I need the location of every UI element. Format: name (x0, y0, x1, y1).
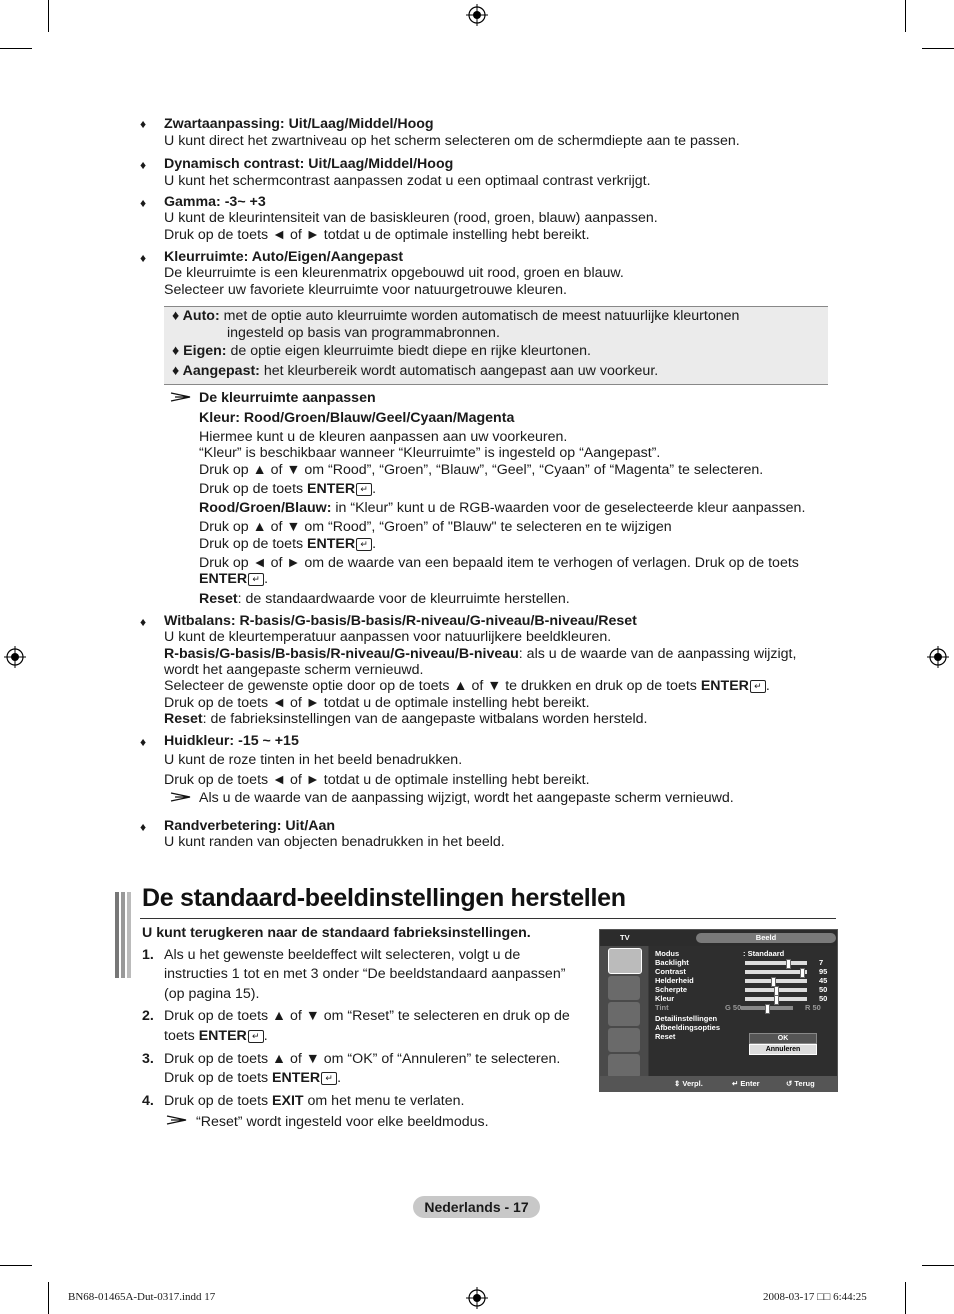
slider-knob (774, 995, 779, 1005)
slider (745, 979, 807, 983)
item-desc: Selecteer uw favoriete kleurruimte voor natuurgetrouwe kleuren. (164, 282, 567, 298)
item-desc: U kunt de kleurintensiteit van de basiskleuren (rood, groen, blauw) aanpassen. (164, 210, 658, 226)
tv-row: Backlight (655, 958, 689, 967)
registration-mark-icon (4, 646, 26, 668)
enter-icon: ↵ (321, 1072, 337, 1085)
note-line: Reset: de standaardwaarde voor de kleurruimte herstellen. (199, 591, 570, 607)
setup-icon (608, 1028, 640, 1052)
slider (745, 961, 807, 965)
enter-icon: ↵ (356, 538, 372, 551)
tv-menu-sidebar (600, 946, 648, 1076)
tv-row: Afbeeldingsopties (655, 1023, 721, 1032)
note-line: Hiermee kunt u de kleuren aanpassen aan uw voorkeuren. (199, 429, 568, 445)
tv-cancel-option: Annuleren (749, 1044, 817, 1055)
note-arrow-icon (166, 1114, 188, 1126)
note-line: Als u de waarde van de aanpassing wijzigt, wordt het aangepaste scherm vernieuwd. (199, 790, 734, 806)
date-slug: 2008-03-17 □□ 6:44:25 (763, 1291, 867, 1303)
section-rule (140, 918, 836, 919)
sound-icon (608, 976, 640, 1000)
item-title: Zwartaanpassing: Uit/Laag/Middel/Hoog (164, 116, 434, 132)
note-line: Druk op ▲ of ▼ om “Rood”, “Groen”, “Blauw”, “Geel”, “Cyaan” of “Magenta” te selecteren. (199, 462, 764, 478)
page-number-pill: Nederlands - 17 (413, 1196, 540, 1218)
picture-icon (608, 948, 642, 974)
tv-menu-main (649, 946, 837, 1076)
item-desc: Reset: de fabrieksinstellingen van de aangepaste witbalans worden hersteld. (164, 711, 648, 727)
item-desc: U kunt direct het zwartniveau op het scherm selecteren om de schermdiepte aan te passen. (164, 133, 740, 149)
slider (741, 1006, 793, 1010)
tv-menu-footer (600, 1076, 837, 1091)
note-kleur: Kleur: Rood/Groen/Blauw/Geel/Cyaan/Magenta (199, 410, 515, 426)
note-line: “Reset” wordt ingesteld voor elke beeldmodus. (196, 1114, 489, 1130)
bullet-icon: ♦ (140, 615, 147, 629)
tv-row: Contrast (655, 967, 686, 976)
tv-value: 50 (819, 985, 828, 994)
slider-knob (786, 959, 791, 969)
step-text: (op pagina 15). (164, 986, 260, 1002)
item-desc: R-basis/G-basis/B-basis/R-niveau/G-niveau/B-niveau: als u de waarde van de aanpassing wijzigt, (164, 646, 797, 662)
item-title: Witbalans: R-basis/G-basis/B-basis/R-niveau/G-niveau/B-niveau/Reset (164, 613, 637, 629)
tv-menu-header (600, 930, 837, 946)
item-title: Huidkleur: -15 ~ +15 (164, 733, 299, 749)
item-desc: U kunt randen van objecten benadrukken in het beeld. (164, 834, 505, 850)
note-line: Druk op de toets ENTER ↵ . (199, 536, 377, 552)
bullet-icon: ♦ (140, 251, 147, 265)
tv-row-modus: Modus : Standaard (655, 949, 785, 958)
box-auto: ♦ Auto: met de optie auto kleurruimte worden automatisch de meest natuurlijke kleurtonen (172, 308, 740, 324)
step-number: 4. (142, 1093, 154, 1109)
bullet-icon: ♦ (140, 117, 147, 131)
section-intro: U kunt terugkeren naar de standaard fabrieksinstellingen. (142, 925, 531, 941)
slider-knob (800, 968, 805, 978)
slider-knob (765, 1004, 770, 1014)
item-desc: Druk op de toets ◄ of ► totdat u de optimale instelling hebt bereikt. (164, 227, 590, 243)
item-desc: Druk op de toets ◄ of ► totdat u de optimale instelling hebt bereikt. (164, 695, 590, 711)
tv-row-reset: Reset (655, 1032, 676, 1041)
file-slug: BN68-01465A-Dut-0317.indd 17 (68, 1291, 216, 1303)
note-arrow-icon (170, 791, 192, 803)
note-line: Druk op de toets ENTER ↵ . (199, 481, 377, 497)
note-line: Druk op ▲ of ▼ om “Rood”, “Groen” of "Blauw" te selecteren en te wijzigen (199, 519, 672, 535)
box-aangepast: ♦ Aangepast: het kleurbereik wordt automatisch aangepast aan uw voorkeur. (172, 363, 659, 379)
item-desc: Selecteer de gewenste optie door op de toets ▲ of ▼ te drukken en druk op de toets ENTER ↵ . (164, 678, 770, 694)
tv-foot-enter: ↵ Enter (732, 1079, 760, 1088)
bullet-icon: ♦ (140, 820, 147, 834)
registration-mark-icon (466, 1287, 488, 1309)
step-number: 2. (142, 1008, 154, 1024)
tv-value: 95 (819, 967, 828, 976)
tv-source-label: TV (620, 933, 630, 942)
input-icon (608, 1054, 640, 1078)
item-desc: U kunt het schermcontrast aanpassen zodat u een optimaal contrast verkrijgt. (164, 173, 651, 189)
note-title: De kleurruimte aanpassen (199, 390, 376, 406)
channel-icon (608, 1002, 640, 1026)
item-title: Kleurruimte: Auto/Eigen/Aangepast (164, 249, 404, 265)
item-desc: wordt het aangepaste scherm vernieuwd. (164, 662, 424, 678)
tv-value: 50 (819, 994, 828, 1003)
step-text: Druk op de toets ▲ of ▼ om “OK” of “Annuleren” te selecteren. (164, 1051, 561, 1067)
registration-mark-icon (466, 4, 488, 26)
item-desc: U kunt de roze tinten in het beeld benadrukken. (164, 752, 463, 768)
item-title: Randverbetering: Uit/Aan (164, 818, 336, 834)
slider (745, 988, 807, 992)
bullet-icon: ♦ (140, 196, 147, 210)
step-text: Druk op de toets ▲ of ▼ om “Reset” te selecteren en druk op de (164, 1008, 570, 1024)
tv-value: 7 (819, 958, 824, 967)
note-arrow-icon (170, 391, 192, 403)
note-line: “Kleur” is beschikbaar wanneer “Kleurruimte” is ingesteld op “Aangepast”. (199, 445, 661, 461)
item-desc: U kunt de kleurtemperatuur aanpassen voor natuurlijkere beeldkleuren. (164, 629, 612, 645)
tv-foot-back: ↺ Terug (786, 1079, 815, 1088)
step-text: toets ENTER ↵ . (164, 1028, 268, 1044)
step-text: Als u het gewenste beeldeffect wilt selecteren, volgt u de (164, 947, 521, 963)
tv-value: 45 (819, 976, 828, 985)
item-desc: Druk op de toets ◄ of ► totdat u de optimale instelling hebt bereikt. (164, 772, 590, 788)
tv-ok-option: OK (749, 1033, 817, 1044)
tv-foot-move: ⇕ Verpl. (674, 1079, 703, 1088)
step-number: 3. (142, 1051, 154, 1067)
enter-icon: ↵ (248, 1030, 264, 1043)
box-eigen: ♦ Eigen: de optie eigen kleurruimte biedt diepe en rijke kleurtonen. (172, 343, 591, 359)
item-title: Dynamisch contrast: Uit/Laag/Middel/Hoog (164, 156, 454, 172)
bullet-icon: ♦ (140, 735, 147, 749)
tv-row: Tint G 50 R 50 (655, 1003, 821, 1012)
enter-icon: ↵ (248, 573, 264, 586)
tv-row: Scherpte (655, 985, 688, 994)
step-number: 1. (142, 947, 154, 963)
note-line: Rood/Groen/Blauw: in “Kleur” kunt u de RGB-waarden voor de geselecteerde kleur aanpassen. (199, 500, 806, 516)
bullet-icon: ♦ (140, 158, 147, 172)
tv-menu-title: Beeld (696, 933, 836, 943)
tv-row: Detailinstellingen (655, 1014, 718, 1023)
note-line: ENTER ↵ . (199, 571, 269, 587)
note-line: Druk op ◄ of ► om de waarde van een bepaald item te verhogen of verlagen. Druk op de toets (199, 555, 799, 571)
step-text: Druk op de toets ENTER ↵ . (164, 1070, 342, 1086)
enter-icon: ↵ (356, 483, 372, 496)
registration-mark-icon (927, 646, 949, 668)
box-auto-cont: ingesteld op basis van programmabronnen. (227, 325, 500, 341)
slider (745, 970, 807, 974)
section-heading: De standaard-beeldinstellingen herstellen (142, 884, 626, 912)
tv-row: Kleur (655, 994, 675, 1003)
tv-row: Helderheid (655, 976, 694, 985)
tv-menu-screenshot (599, 929, 838, 1092)
step-text: Druk op de toets EXIT om het menu te verlaten. (164, 1093, 465, 1109)
section-marker (115, 892, 131, 978)
step-text: instructies 1 tot en met 3 onder “De beeldstandaard aanpassen” (164, 966, 566, 982)
item-desc: De kleurruimte is een kleurenmatrix opgebouwd uit rood, groen en blauw. (164, 265, 624, 281)
enter-icon: ↵ (750, 680, 766, 693)
item-title: Gamma: -3~ +3 (164, 194, 266, 210)
slider (745, 997, 807, 1001)
